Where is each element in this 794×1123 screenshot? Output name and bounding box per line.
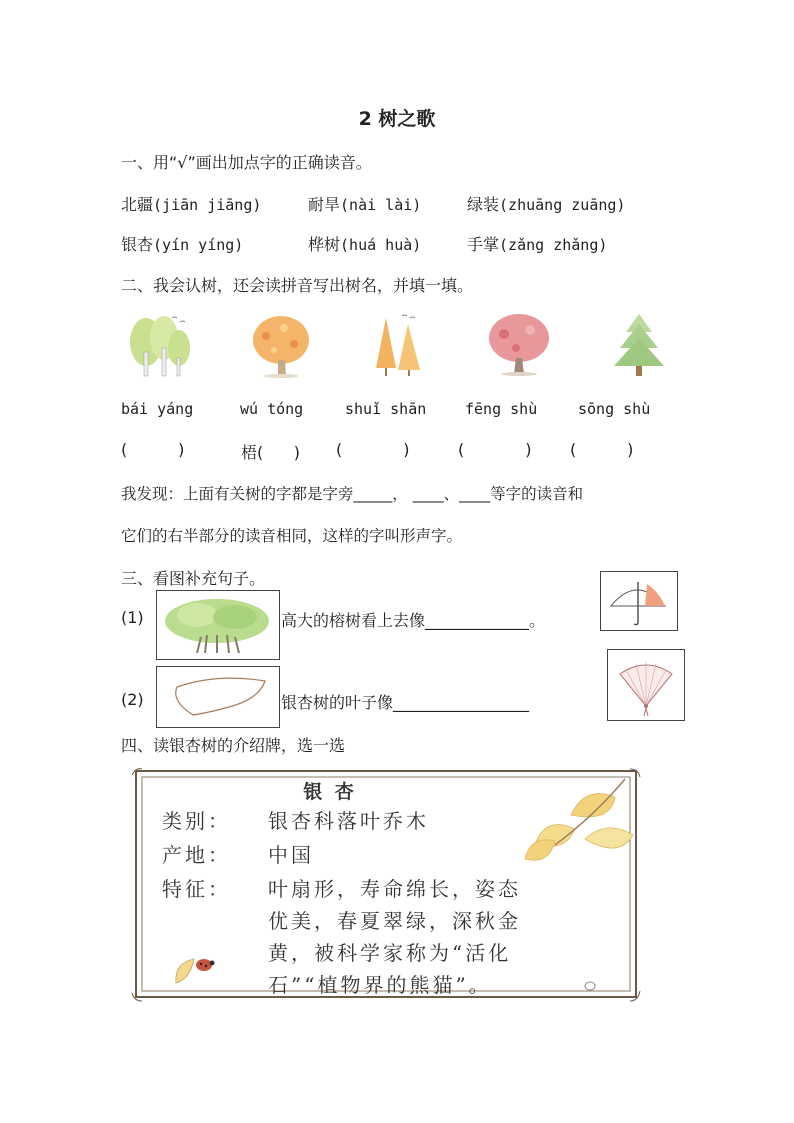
ginkgo-leaf-icon (157, 667, 279, 727)
question-word: 银杏 (121, 235, 154, 254)
item-number: (1) (121, 608, 144, 627)
pinyin-options[interactable]: (zǎng zhǎng) (499, 236, 608, 254)
umbrella-icon (601, 572, 677, 630)
discovery-line-2: 它们的右半部分的读音相同，这样的字叫形声字。 (121, 527, 463, 545)
question-word: 耐旱 (308, 195, 341, 214)
sign-label: 特征： (162, 877, 231, 901)
question-item (121, 192, 261, 215)
sign-value: 黄，被科学家称为“活化 (268, 941, 512, 965)
question-item (467, 232, 607, 255)
pinyin-label: wú tóng (240, 400, 304, 418)
question-item (308, 232, 421, 255)
decorative-swirl-icon (582, 979, 598, 993)
sign-value: 优美，春夏翠绿，深秋金 (268, 909, 521, 933)
ginkgo-info-sign (130, 765, 642, 1003)
maple-tree-icon (486, 310, 552, 376)
pinyin-options[interactable]: (huá huà) (340, 236, 422, 254)
pinyin-options[interactable]: (zhuāng zuāng) (499, 196, 626, 214)
parasol-tree-icon (250, 310, 312, 378)
sign-label: 类别： (162, 809, 231, 833)
picture-frame (156, 590, 280, 660)
sign-value: 银杏科落叶乔木 (268, 809, 429, 833)
ladybug-leaf-icon (170, 953, 226, 991)
question-item (121, 232, 243, 255)
section-3-heading: 三、看图补充句子。 (121, 569, 266, 588)
banyan-tree-icon (157, 591, 279, 659)
pinyin-options[interactable]: (jiān jiāng) (153, 196, 262, 214)
pinyin-label: shuǐ shān (345, 400, 427, 418)
sentence-1[interactable]: 高大的榕树看上去像_____________。 (281, 611, 546, 630)
answer-blank[interactable]: 梧( ) (241, 443, 301, 462)
pine-tree-icon (610, 310, 668, 378)
sign-label: 产地： (162, 843, 231, 867)
sign-value: 中国 (268, 843, 314, 867)
answer-blank[interactable]: ( ) (336, 440, 410, 459)
sign-value: 石”“植物界的熊猫”。 (268, 973, 492, 997)
sign-title: 银 杏 (303, 781, 357, 803)
sentence-2[interactable]: 银杏树的叶子像_________________ (281, 693, 530, 712)
item-number: (2) (121, 690, 144, 709)
question-word: 北疆 (121, 195, 154, 214)
answer-blank[interactable]: ( ) (458, 440, 532, 459)
birch-tree-icon (124, 312, 192, 378)
question-word: 手掌 (467, 235, 500, 254)
question-item (308, 192, 421, 215)
ginkgo-leaves-icon (515, 775, 641, 867)
answer-blank[interactable]: ( ) (570, 440, 634, 459)
section-1-heading: 一、用“√”画出加点字的正确读音。 (121, 153, 372, 172)
page-title: 2 树之歌 (358, 108, 436, 130)
pinyin-label: sōng shù (578, 400, 651, 418)
section-2-heading: 二、我会认树，还会读拼音写出树名，并填一填。 (121, 276, 474, 295)
picture-frame (607, 649, 685, 721)
picture-frame (156, 666, 280, 728)
question-item (467, 192, 625, 215)
question-word: 绿装 (467, 195, 500, 214)
sign-value: 叶扇形，寿命绵长，姿态 (268, 877, 521, 901)
pinyin-options[interactable]: (nài lài) (340, 196, 422, 214)
folding-fan-icon (608, 650, 684, 720)
pinyin-options[interactable]: (yín yíng) (153, 236, 244, 254)
section-4-heading: 四、读银杏树的介绍牌，选一选 (121, 736, 346, 755)
cedar-tree-icon (372, 312, 424, 378)
answer-blank[interactable]: ( ) (121, 440, 185, 459)
pinyin-label: bái yáng (121, 400, 194, 418)
pinyin-label: fēng shù (465, 400, 538, 418)
picture-frame (600, 571, 678, 631)
discovery-line-1: 我发现：上面有关树的字都是字旁_____， ____、____等字的读音和 (121, 485, 584, 503)
question-word: 桦树 (308, 235, 341, 254)
